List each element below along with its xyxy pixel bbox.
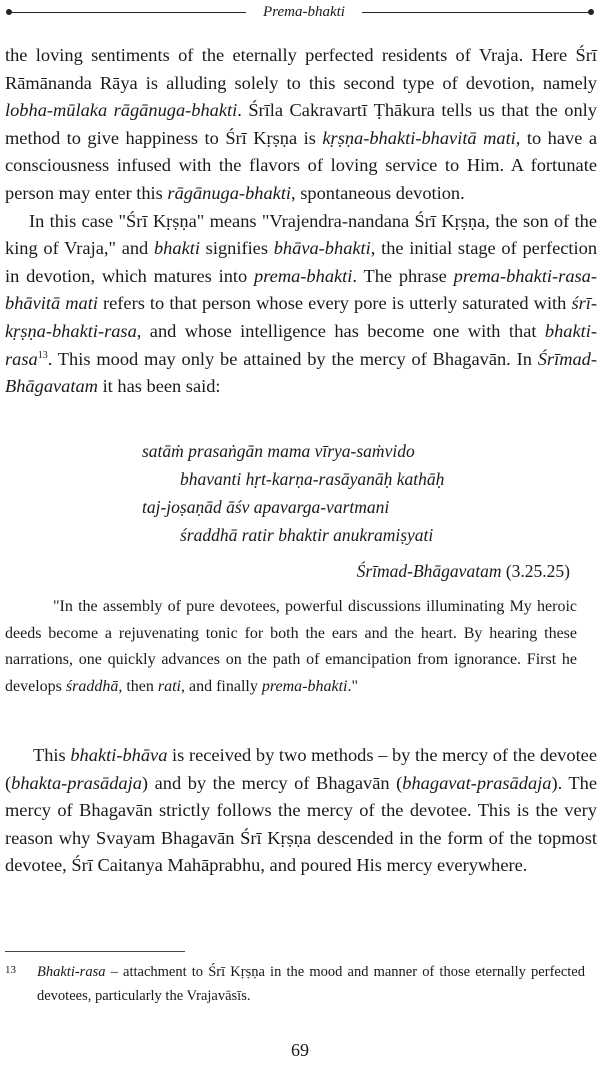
text-run: ). The mercy of Bhagavān strictly follows the mercy of the devotee. This is the very reason why Svayam Bhagavān Śrī Kṛṣṇa descended in the form of the topmost devotee, Śrī Caitanya Mahāprabhu, and poured His mercy everywhere. [5,772,597,876]
sanskrit-term: prema-bhakti [261,677,348,695]
text-run: , the initial stage of perfection in devotion, which matures into [5,238,598,286]
header-ornament-right [588,9,594,15]
text-run: , to have a consciousness infused with the flavors of loving service to Him. A fortunate person may enter this [5,127,597,203]
sanskrit-term: śraddhā [65,677,119,695]
text-run: , and whose intelligence has become one with that [136,320,545,341]
text-run: . The phrase [352,265,454,286]
sanskrit-term: śrī-kṛṣṇa-bhakti-rasa [5,293,597,341]
running-header [4,2,596,22]
footnote-term: Bhakti-rasa [37,964,106,980]
translation-paragraph [5,594,577,700]
sanskrit-term: bhakti-rasa [5,320,597,369]
text-run: it has been said: [97,376,221,397]
scripture-title: Śrīmad-Bhāgavatam [5,348,597,397]
sanskrit-term: rāgānuga-bhakti [167,182,292,203]
sanskrit-term: lobha-mūlaka rāgānuga-bhakti [5,100,238,121]
footnote-divider [5,951,185,952]
text-run: In this case "Śrī Kṛṣṇa" means "Vrajendra-nandana Śrī Kṛṣṇa, the son of the king of Vraja," and [5,210,597,259]
text-run: , then [118,677,158,695]
main-text [5,42,597,401]
sanskrit-term: bhakta-prasādaja [11,772,142,793]
sanskrit-term: bhāva-bhakti [273,238,371,259]
sanskrit-term: prema-bhakti-rasa-bhāvitā mati [5,265,597,314]
text-run: is received by two methods – by the mercy of the devotee ( [5,745,598,793]
text-run: ) and by the mercy of Bhagavān ( [141,772,403,793]
text-run: This [33,745,71,765]
text-run: . This mood may only be attained by the mercy of Bhagavān. In [47,348,538,369]
verse-line-4: śraddhā ratir bhaktir anukramiṣyati [180,525,434,545]
citation-reference: (3.25.25) [501,561,570,581]
sanskrit-term: bhakti [153,238,200,259]
text-run: refers to that person whose every pore is utterly saturated with [97,293,572,314]
paragraph-3-text [5,742,597,880]
header-rule-right [362,12,590,13]
footnote-reference: 13 [37,349,48,361]
text-run: ." [347,677,359,695]
sanskrit-term: bhakti-bhāva [70,745,168,765]
sanskrit-verse [142,437,562,549]
text-run: "In the assembly of pure devotees, powerful discussions illuminating My heroic deeds become a rejuvenating tonic for both the ears and the heart. By hearing these narrations, one quickly advances on the path of emancipation from ignorance. First he develops [5,598,577,695]
text-run: . Śrīla Cakravartī Ṭhākura tells us that the only method to give happiness to Śrī Kṛṣṇa is [5,100,597,148]
sanskrit-term: prema-bhakti [254,265,353,286]
verse-citation [300,558,570,584]
page-number: 69 [291,1040,309,1060]
footnote-number: 13 [5,964,16,976]
running-title: Prema-bhakti [263,4,345,20]
citation-work: Śrīmad-Bhāgavatam [356,561,502,581]
paragraph-2 [5,208,597,401]
verse-line-3: taj-joṣaṇād āśv apavarga-vartmani [142,497,390,517]
verse-translation [5,594,577,700]
sanskrit-term: rati [157,677,181,695]
verse-line-2: bhavanti hṛt-karṇa-rasāyanāḥ kathāḥ [180,469,445,489]
paragraph-1 [5,42,597,208]
text-run: signifies [199,238,274,259]
text-run: , spontaneous devotion. [291,182,465,203]
footnote [5,960,585,1008]
paragraph-3 [5,742,597,880]
header-rule-left [10,12,246,13]
verse-line-1: satāṁ prasaṅgān mama vīrya-saṁvido [142,441,415,461]
sanskrit-term: kṛṣṇa-bhakti-bhavitā mati [322,127,516,148]
footnote-text [5,960,585,1008]
text-run: , and finally [181,677,262,695]
text-run: – attachment to Śrī Kṛṣṇa in the mood and manner of those eternally perfected devotees, particularly the Vrajavāsīs. [37,964,585,1004]
sanskrit-term: bhagavat-prasādaja [402,772,552,793]
text-run: the loving sentiments of the eternally perfected residents of Vraja. Here Śrī Rāmānanda Rāya is alluding solely to this second type of devotion, namely [5,45,597,93]
